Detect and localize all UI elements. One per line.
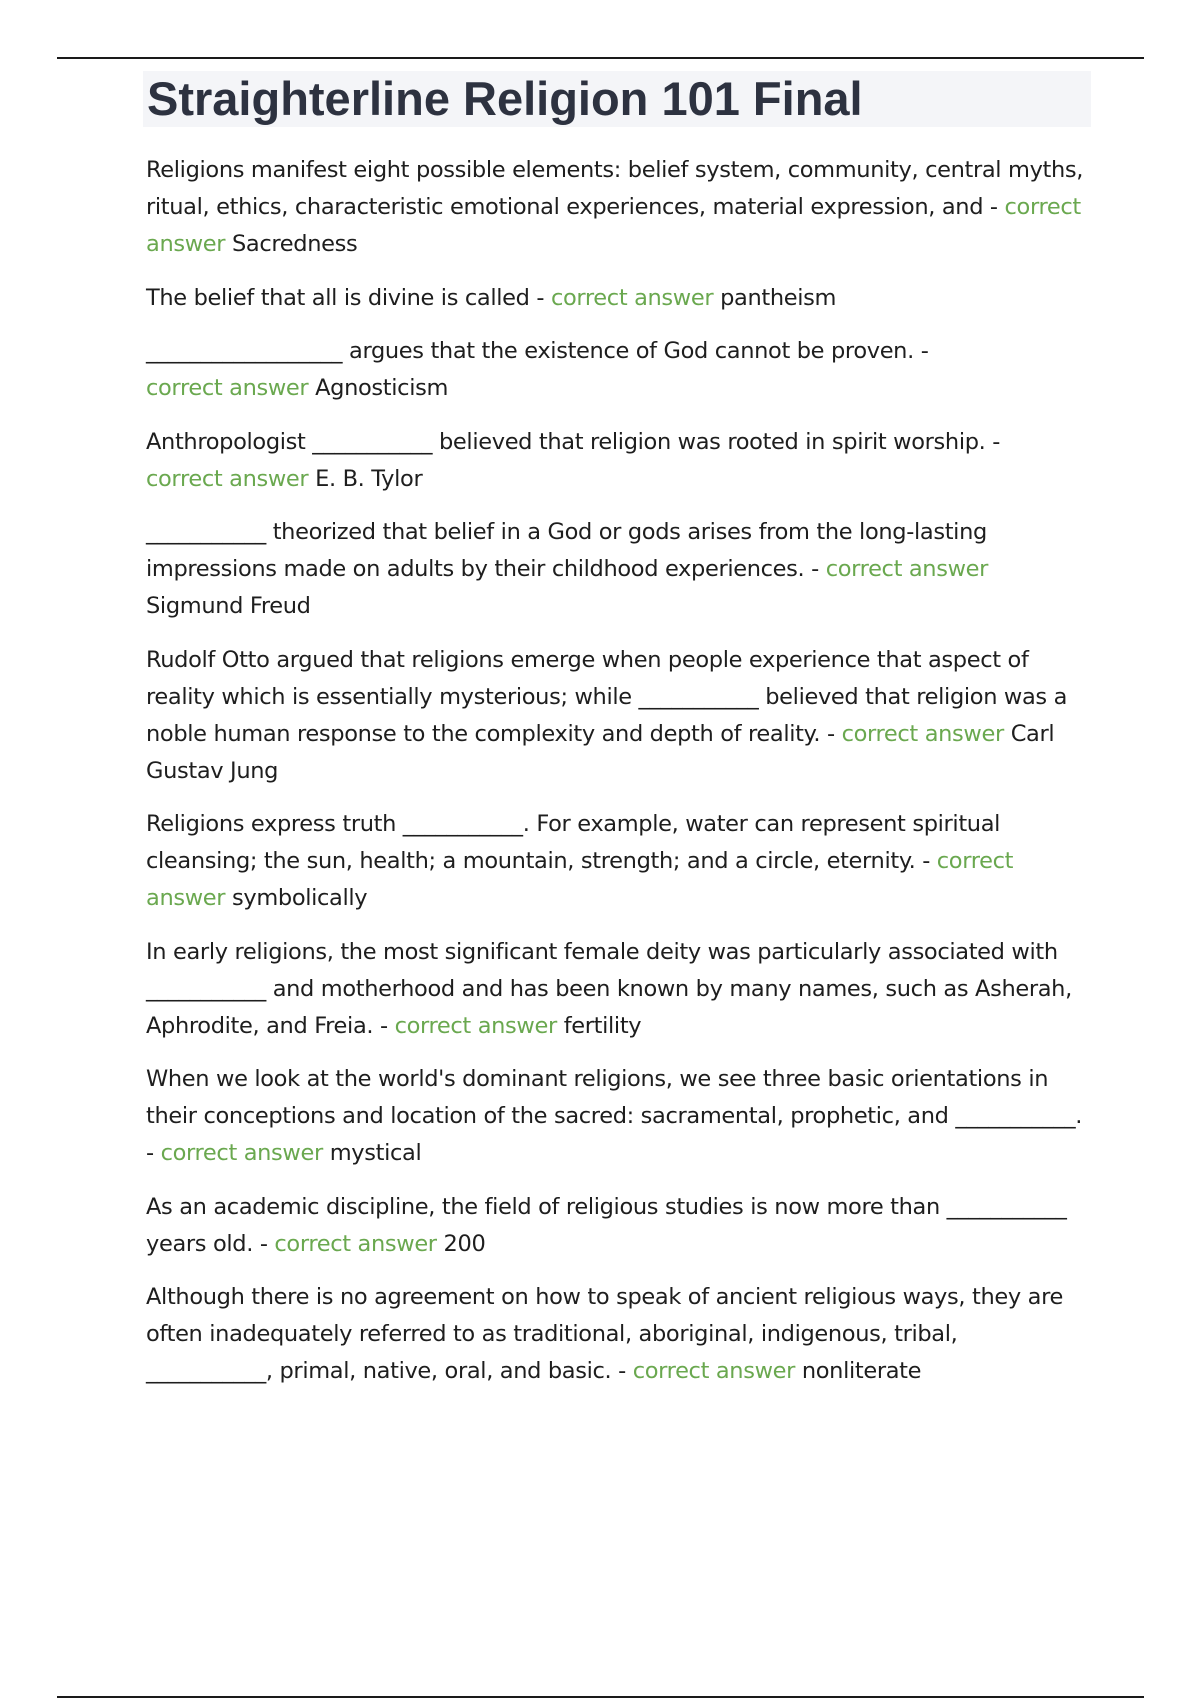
question-text: In early religions, the most significant female deity was particularly associated with ___________ and motherhood and has been known by many names, such as Asherah, Aphrodite, and Freia. - xyxy=(146,938,1072,1039)
qa-item xyxy=(146,280,1090,317)
answer-text: Sigmund Freud xyxy=(146,593,311,619)
correct-answer-label: correct answer xyxy=(146,194,1081,257)
answer-text: Agnosticism xyxy=(315,375,449,401)
question-text: Although there is no agreement on how to speak of ancient religious ways, they are often inadequately referred to as traditional, aboriginal, indigenous, tribal, ___________, primal, native, oral, and basic. - xyxy=(146,1284,1063,1384)
correct-answer-label: correct answer xyxy=(841,720,1004,747)
correct-answer-label: correct answer xyxy=(825,556,989,582)
correct-answer-label: correct answer xyxy=(160,1140,323,1166)
answer-text: nonliterate xyxy=(801,1358,922,1384)
page-title: Straighterline Religion 101 Final xyxy=(147,72,863,125)
answer-text: Sacredness xyxy=(231,231,358,257)
question-text: Religions manifest eight possible elements: belief system, community, central myths, ritual, ethics, characteristic emotional experiences, material expression, and - xyxy=(146,157,1084,220)
qa-list xyxy=(146,152,1090,1407)
question-text: Rudolf Otto argued that religions emerge when people experience that aspect of reality which is essentially mysterious; while ___________ believed that religion was a noble human response to the complexity and depth of reality. - xyxy=(146,646,1068,747)
question-text: ___________ theorized that belief in a God or gods arises from the long-lasting impressions made on adults by their childhood experiences. - xyxy=(146,519,987,582)
correct-answer-label: correct answer xyxy=(550,284,714,311)
qa-item xyxy=(146,1189,1090,1263)
qa-item xyxy=(146,806,1090,917)
correct-answer-label: correct answer xyxy=(146,375,309,401)
answer-text: pantheism xyxy=(720,284,837,311)
question-text: Anthropologist ___________ believed that religion was rooted in spirit worship. - xyxy=(146,428,1001,455)
qa-item xyxy=(146,1061,1090,1172)
question-text: As an academic discipline, the field of religious studies is now more than ___________ years old. - xyxy=(146,1193,1067,1257)
qa-item xyxy=(146,333,1090,407)
top-rule xyxy=(57,57,1144,59)
answer-text: Carl Gustav Jung xyxy=(146,720,1055,784)
answer-text: mystical xyxy=(329,1140,422,1166)
question-text: The belief that all is divine is called - xyxy=(146,284,551,311)
qa-item xyxy=(146,934,1090,1045)
question-text: When we look at the world's dominant religions, we see three basic orientations in their conceptions and location of the sacred: sacramental, prophetic, and ___________. - xyxy=(146,1066,1083,1166)
correct-answer-label: correct answer xyxy=(274,1230,437,1257)
answer-text: 200 xyxy=(443,1230,486,1257)
correct-answer-label: correct answer xyxy=(632,1358,796,1384)
correct-answer-label: correct answer xyxy=(394,1012,557,1039)
answer-text: symbolically xyxy=(231,885,368,911)
correct-answer-label: correct answer xyxy=(146,465,309,492)
qa-item xyxy=(146,424,1090,498)
question-text: __________________ argues that the existence of God cannot be proven. - xyxy=(146,338,929,364)
qa-item xyxy=(146,514,1090,625)
qa-item xyxy=(146,152,1090,263)
qa-item xyxy=(146,642,1090,790)
qa-item xyxy=(146,1279,1090,1390)
answer-text: fertility xyxy=(563,1012,642,1039)
correct-answer-label: correct answer xyxy=(146,848,1014,911)
bottom-rule xyxy=(57,1696,1144,1698)
answer-text: E. B. Tylor xyxy=(315,465,423,492)
question-text: Religions express truth ___________. For example, water can represent spiritual cleansing; the sun, health; a mountain, strength; and a circle, eternity. - xyxy=(146,811,1001,874)
